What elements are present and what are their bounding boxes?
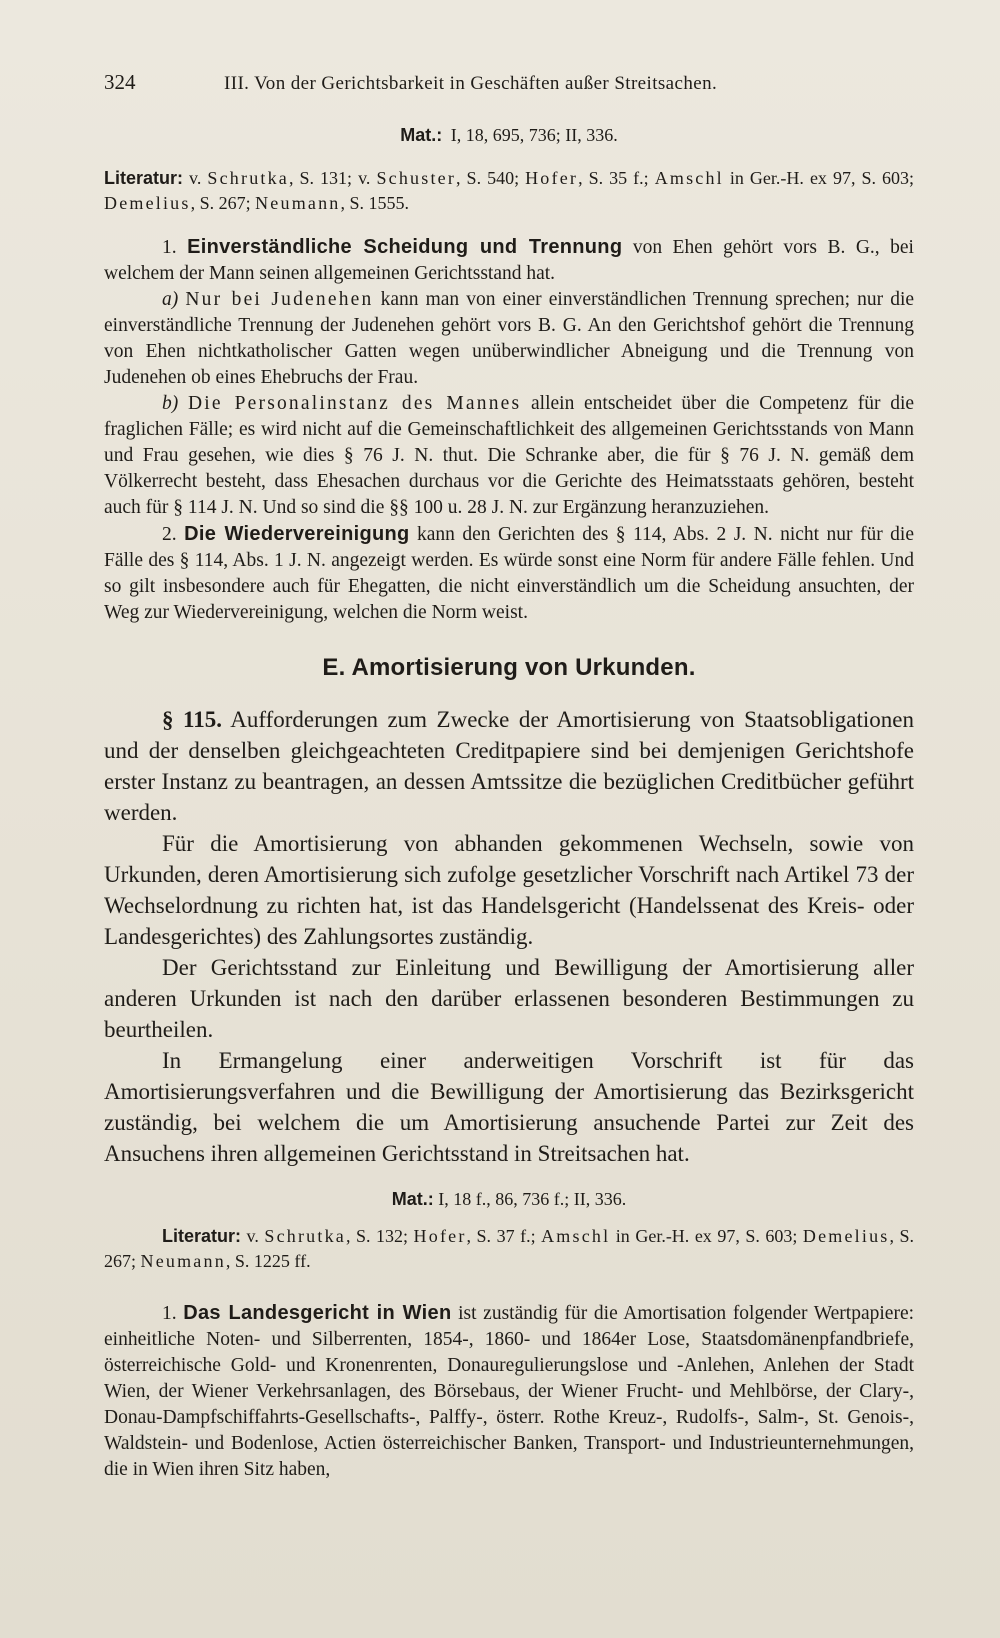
materials-line — [104, 1189, 914, 1210]
literature-author: Hofer — [525, 168, 579, 188]
literature-author: Demelius — [802, 1226, 890, 1246]
literature-part: in Ger.-H. ex 97, S. 603; — [610, 1226, 803, 1246]
note-number: 1. — [162, 237, 177, 258]
law-text: Aufforderungen zum Zwecke der Amortisierung von Staatsobligationen und der denselben gleichgeachteten Creditpapiere sind bei demjenigen Gerichtshofe erster Instanz zu beantragen, an dessen Amtssitze die bezüglichen Creditbücher geführt werden. — [104, 707, 915, 825]
literature-author: Hofer — [413, 1226, 467, 1246]
note-text: kann den Gerichten des § 114, Abs. 2 J. N. nicht nur für die Fälle des § 114, Abs. 1 J. N. angezeigt werden. Es würde sonst eine Norm für andere Fälle fehlen. Und so gilt insbesondere auch für Ehegatten, die nicht einverständlich um die Scheidung ansuchten, der Weg zur Wiedervereinigung, welchen die Norm weist. — [104, 524, 914, 623]
subpoint-lead: Die Personalinstanz des Mannes — [187, 393, 522, 414]
literature-label: Literatur: — [162, 1226, 242, 1246]
literature-author: Neumann — [255, 193, 341, 213]
subpoint-lead: Nur bei Judenehen — [185, 289, 374, 310]
literature-label: Literatur: — [104, 168, 184, 188]
literature-author: Schrutka — [264, 1226, 346, 1246]
note-1b — [104, 391, 914, 521]
note-1 — [104, 234, 914, 287]
subpoint-label: a) — [162, 289, 179, 310]
literature-part: , S. 1225 ff. — [225, 1251, 311, 1271]
literature-part: , S. 132; — [345, 1226, 414, 1246]
literature-part: , S. 131; v. — [289, 168, 377, 188]
law-paragraph-1 — [104, 704, 914, 828]
paragraph-sign: § 115. — [162, 707, 222, 732]
note-title: Die Wiedervereinigung — [184, 523, 410, 545]
literature-part: , S. 37 f.; — [466, 1226, 542, 1246]
literature-author: Schuster — [376, 168, 457, 188]
section-heading: E. Amortisierung von Urkunden. — [322, 654, 696, 681]
note-1a — [104, 287, 914, 391]
subpoint-text: kann man von einer einverständlichen Trennung sprechen; nur die einverständliche Trennung der Judenehen gehört vors B. G. An den Gerichtshof gehört die Trennung von Ehen nichtkatholischer Gatten wegen unüberwindlicher Abneigung und die Trennung von Judenehen ob eines Ehebruchs der Frau. — [104, 289, 915, 388]
law-paragraph-4: In Ermangelung einer anderweitigen Vorschrift ist für das Amortisierungsverfahren und die Bewilligung der Amortisierung das Bezirksgericht zuständig, bei welchem die um Amortisierung ansuchende Partei zur Zeit des Ansuchens ihren allgemeinen Gerichtsstand in Streitsachen hat. — [104, 1048, 914, 1166]
page-header — [104, 70, 914, 95]
note-text: von Ehen gehört vors B. G., bei welchem der Mann seinen allgemeinen Gerichtsstand hat. — [104, 237, 914, 284]
subpoint-text: allein entscheidet über die Competenz für die fraglichen Fälle; es wird nicht auf die Gemeinschaftlichkeit des allgemeinen Gerichtsstands von Mann und Frau gesehen, wie dies § 76 J. N. thut. Die Schranke aber, die für § 76 J. N. gemäß dem Völkerrecht besteht, dass Ehesachen durchaus vor die Gerichte des Heimatsstaats gehören, besteht auch für § 114 J. N. Und so sind die §§ 100 u. 28 J. N. zur Ergänzung heranzuziehen. — [104, 393, 915, 518]
note-2 — [104, 521, 914, 626]
note-text: ist zuständig für die Amortisation folgender Wertpapiere: einheitliche Noten- und Silberrenten, 1854-, 1860- und 1864er Lose, Staatsdomänenpfandbriefe, österreichische Gold- und Kronenrenten, Donauregulierungslose und -Anlehen, Anlehen der Stadt Wien, der Wiener Verkehrsanlagen, des Börsebaus, der Wiener Frucht- und Mehlbörse, der Clary-, Donau-Dampfschiffahrts-Gesellschafts-, Palffy-, österr. Rothe Kreuz-, Rudolfs-, Salm-, St. Genois-, Waldstein- und Bodenlose, Actien österreichischer Banken, Transport- und Industrieunternehmungen, die in Wien ihren Sitz haben, — [104, 1303, 915, 1480]
literature-author: Amschl — [654, 168, 724, 188]
literature-part: v. — [246, 1226, 265, 1246]
note-title: Einverständliche Scheidung und Trennung — [187, 236, 623, 258]
materials-line — [104, 125, 914, 146]
materials-label: Mat.: — [391, 1189, 434, 1209]
literature-part: , S. 35 f.; — [578, 168, 655, 188]
materials-text: I, 18, 695, 736; II, 336. — [450, 125, 618, 145]
literature-part: , S. 1555. — [340, 193, 410, 213]
law-paragraph-3: Der Gerichtsstand zur Einleitung und Bewilligung der Amortisierung aller anderen Urkunden ist nach den darüber erlassenen besonderen Bestimmungen zu beurtheilen. — [104, 955, 914, 1042]
note-title: Das Landesgericht in Wien — [183, 1302, 452, 1324]
materials-text: I, 18 f., 86, 736 f.; II, 336. — [438, 1189, 627, 1209]
note-number: 1. — [162, 1303, 177, 1324]
materials-label: Mat.: — [400, 125, 443, 145]
page-number: 324 — [104, 70, 136, 94]
literature-part: , S. 267; — [104, 1226, 915, 1271]
literature-author: Neumann — [140, 1251, 226, 1271]
literature-part: , S. 540; — [456, 168, 526, 188]
note-3 — [104, 1300, 914, 1483]
literature-part: v. — [189, 168, 208, 188]
literature-author: Schrutka — [207, 168, 289, 188]
law-paragraph-2: Für die Amortisierung von abhanden gekommenen Wechseln, sowie von Urkunden, deren Amortisierung sich zufolge gesetzlicher Vorschrift nach Artikel 73 der Wechselordnung zu richten hat, ist das Handelsgericht (Handelssenat des Kreis- oder Landesgerichtes) des Zahlungsortes zuständig. — [104, 831, 914, 949]
literature-author: Demelius — [104, 193, 191, 213]
subpoint-label: b) — [162, 393, 179, 414]
literature-author: Amschl — [541, 1226, 611, 1246]
note-number: 2. — [162, 524, 177, 545]
literature-line — [104, 1224, 914, 1274]
literature-part: in Ger.-H. ex 97, S. 603; — [723, 168, 915, 188]
literature-line — [104, 166, 914, 216]
literature-part: , S. 267; — [190, 193, 256, 213]
running-head: III. Von der Gerichtsbarkeit in Geschäften außer Streitsachen. — [224, 73, 718, 94]
page-content — [104, 70, 914, 1483]
